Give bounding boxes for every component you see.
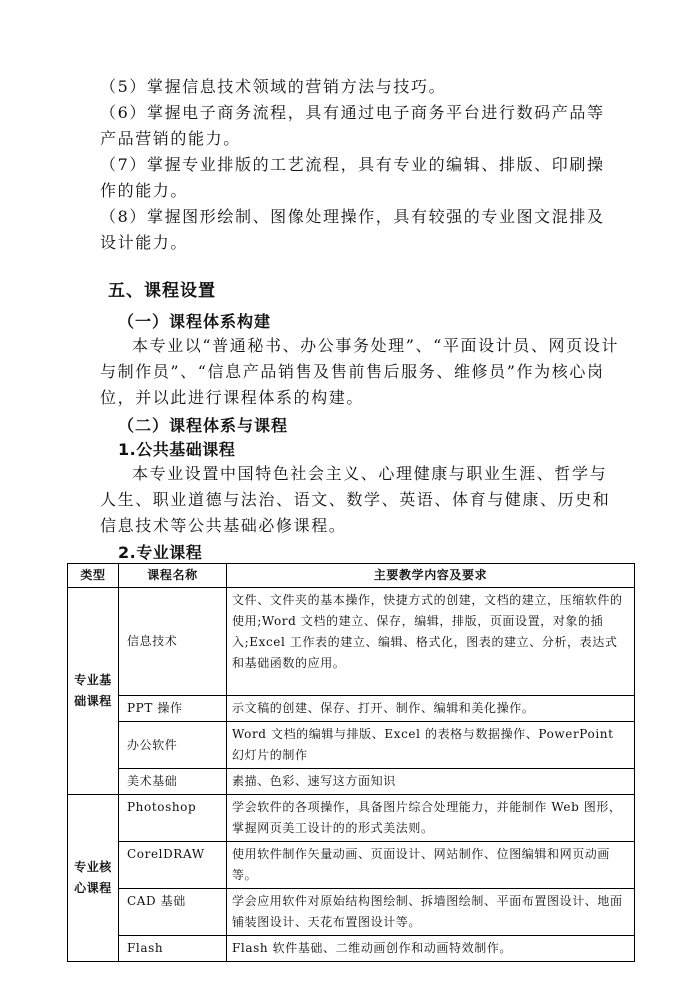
course-content-cell: Word 文档的编辑与排版、Excel 的表格与数据操作、PowerPoint 幻灯片的制作 <box>227 722 635 769</box>
course-name-cell: 美术基础 <box>119 769 227 795</box>
goal-6: （6）掌握电子商务流程，具有通过电子商务平台进行数码产品等产品营销的能力。 <box>100 103 605 148</box>
course-content-cell: 学会应用软件对原始结构图绘制、拆墙图绘制、平面布置图设计、地面铺装图设计、天花布置图设计等。 <box>227 889 635 936</box>
table-row <box>68 889 635 936</box>
course-content-cell: 文件、文件夹的基本操作，快捷方式的创建，文档的建立，压缩软件的使用;Word 文档的建立、保存，编辑，排版，页面设置，对象的插入;Excel 工作表的建立、编辑、格式化，图表的建立、分析，表达式和基础函数的应用。 <box>227 588 635 696</box>
goal-8: （8）掌握图形绘制、图像处理操作，具有较强的专业图文混排及设计能力。 <box>100 207 605 252</box>
subsection-2-title: （二）课程体系与课程 <box>118 416 289 435</box>
header-course-name: 课程名称 <box>119 564 227 588</box>
course-name-cell: 信息技术 <box>119 588 227 696</box>
table-row <box>68 722 635 769</box>
course-name-cell: 办公软件 <box>119 722 227 769</box>
header-content: 主要教学内容及要求 <box>227 564 635 588</box>
major-courses-title: 2.专业课程 <box>118 543 203 562</box>
goal-5: （5）掌握信息技术领域的营销方法与技巧。 <box>100 77 447 96</box>
table-row <box>68 588 635 696</box>
public-courses-body: 本专业设置中国特色社会主义、心理健康与职业生涯、哲学与人生、职业道德与法治、语文、数学、英语、体育与健康、历史和信息技术等公共基础必修课程。 <box>100 464 611 535</box>
course-name-cell: Photoshop <box>119 795 227 842</box>
table-header-row <box>68 564 635 588</box>
table-row <box>68 769 635 795</box>
subsection-1-title: （一）课程体系构建 <box>118 312 272 331</box>
table-row <box>68 842 635 889</box>
course-content-cell: Flash 软件基础、二维动画创作和动画特效制作。 <box>227 936 635 962</box>
course-name-cell: CAD 基础 <box>119 889 227 936</box>
course-name-cell: PPT 操作 <box>119 696 227 722</box>
subsection-1-body: 本专业以“普通秘书、办公事务处理”、“平面设计员、网页设计与制作员”、“信息产品销售及售前售后服务、维修员”作为核心岗位，并以此进行课程体系的构建。 <box>100 336 619 407</box>
type-cell: 专业基础课程 <box>68 588 119 795</box>
course-content-cell: 示文稿的创建、保存、打开、制作、编辑和美化操作。 <box>227 696 635 722</box>
section-title: 五、课程设置 <box>108 281 216 301</box>
goal-7: （7）掌握专业排版的工艺流程，具有专业的编辑、排版、印刷操作的能力。 <box>100 155 605 200</box>
header-type: 类型 <box>68 564 119 588</box>
table-row <box>68 795 635 842</box>
course-content-cell: 使用软件制作矢量动画、页面设计、网站制作、位图编辑和网页动画等。 <box>227 842 635 889</box>
table-row <box>68 936 635 962</box>
course-table <box>67 563 635 962</box>
course-content-cell: 学会软件的各项操作，具备图片综合处理能力，并能制作 Web 图形，掌握网页美工设计的的形式美法则。 <box>227 795 635 842</box>
course-content-cell: 素描、色彩、速写这方面知识 <box>227 769 635 795</box>
public-courses-title: 1.公共基础课程 <box>118 440 236 459</box>
table-row <box>68 696 635 722</box>
course-name-cell: CorelDRAW <box>119 842 227 889</box>
type-cell: 专业核心课程 <box>68 795 119 962</box>
course-name-cell: Flash <box>119 936 227 962</box>
